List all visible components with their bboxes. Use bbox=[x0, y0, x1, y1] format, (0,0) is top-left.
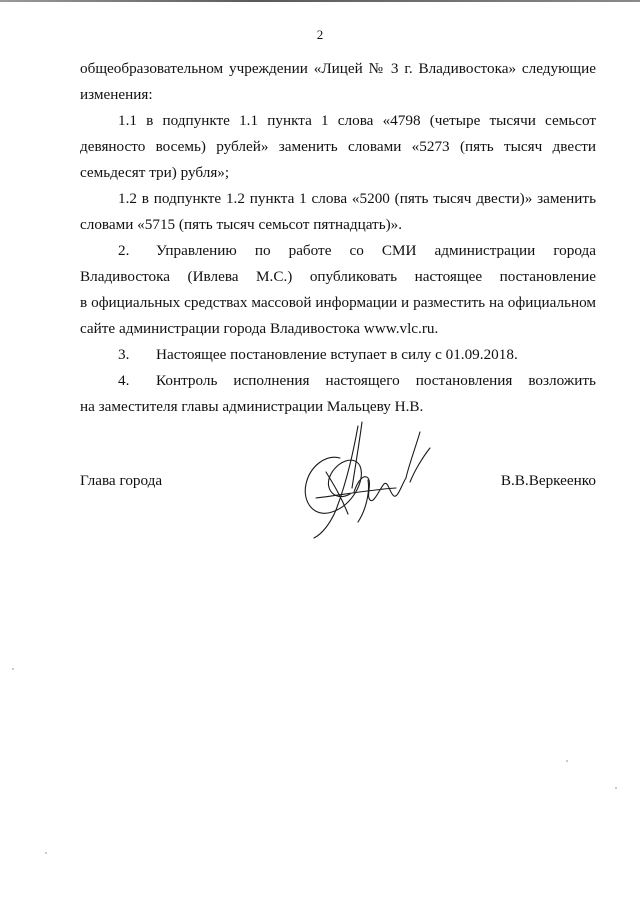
scan-speck bbox=[12, 668, 14, 670]
text-line: девяносто восемь) рублей» заменить словами «5273 (пять тысяч двести bbox=[80, 138, 596, 155]
page-number: 2 bbox=[316, 27, 324, 42]
signer-name: В.В.Веркеенко bbox=[500, 472, 596, 489]
text-line: сайте администрации города Владивостока www.vlc.ru. bbox=[80, 320, 439, 337]
text-line: на заместителя главы администрации Мальцеву Н.В. bbox=[80, 398, 424, 415]
text-line: Управлению по работе со СМИ администрации города bbox=[156, 242, 596, 259]
scan-speck bbox=[566, 760, 568, 762]
text-line: Владивостока (Ивлева М.С.) опубликовать настоящее постановление bbox=[80, 268, 596, 285]
scan-speck bbox=[45, 852, 47, 854]
signature-block bbox=[80, 472, 596, 494]
item-number: 3. bbox=[118, 346, 130, 363]
scan-speck bbox=[615, 787, 617, 789]
text-line: 1.2 в подпункте 1.2 пункта 1 слова «5200 (пять тысяч двести)» заменить bbox=[118, 190, 596, 207]
text-line: словами «5715 (пять тысяч семьсот пятнадцать)». bbox=[80, 216, 403, 233]
text-line: Контроль исполнения настоящего постановления возложить bbox=[156, 372, 596, 389]
text-line: семьдесят три) рубля»; bbox=[80, 164, 230, 181]
text-line: 1.1 в подпункте 1.1 пункта 1 слова «4798 (четыре тысячи семьсот bbox=[118, 112, 596, 129]
text-line: общеобразовательном учреждении «Лицей № 3 г. Владивостока» следующие bbox=[80, 60, 596, 77]
scan-top-edge bbox=[0, 0, 640, 2]
signer-title: Глава города bbox=[80, 472, 163, 489]
text-line: изменения: bbox=[80, 86, 153, 103]
text-line: Настоящее постановление вступает в силу с 01.09.2018. bbox=[156, 346, 518, 363]
item-number: 2. bbox=[118, 242, 130, 259]
item-number: 4. bbox=[118, 372, 130, 389]
text-line: в официальных средствах массовой информации и разместить на официальном bbox=[80, 294, 596, 311]
